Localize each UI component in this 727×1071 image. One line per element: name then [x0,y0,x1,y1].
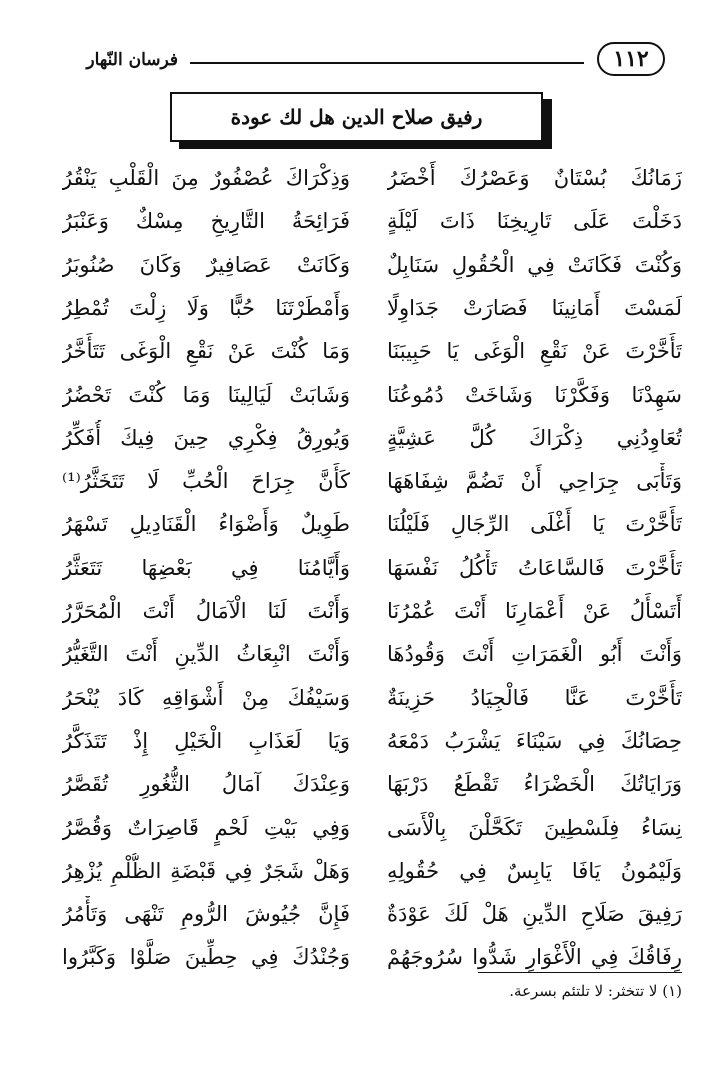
verse-second-hemistich: وَمَا كُنْتَ عَنْ نَقْعِ الْوَغَى تَتَأَخَّرُ [62,339,350,364]
verse-first-hemistich: تَأَخَّرْتَ عَنَّا فَالْجِيَادُ حَزِينَةٌ [387,685,682,710]
verse-first-hemistich: رِفَاقُكَ فِي الْأَغْوَارِ شَدُّوا سُرُوجَهُمْ [387,945,682,970]
verse-second-hemistich: وَعِنْدَكَ آمَالُ الثُّغُورِ تُقَصَّرُ [62,772,350,797]
verse-row [62,723,682,759]
verse-second-hemistich: وَشَابَتْ لَيَالِينَا وَمَا كُنْتَ تَحْضُرُ [62,382,350,407]
verse-row [62,463,682,499]
verse-second-hemistich: وَكَانَتْ عَصَافِيرٌ وَكَانَ صُنُوبَرُ [62,252,350,277]
verse-second-hemistich: وَيُورِقُ فِكْرِي حِينَ فِيكَ أُفَكِّرُ [62,425,350,450]
verse-first-hemistich: تُعَاوِدُنِي ذِكْرَاكَ كُلَّ عَشِيَّةٍ [387,425,682,450]
verse-first-hemistich: وَرَايَاتُكَ الْخَضْرَاءُ تَقْطَعُ دَرْبَهَا [387,772,682,797]
verse-row [62,853,682,889]
verse-row [62,203,682,239]
verse-row [62,247,682,283]
verse-row [62,333,682,369]
verse-first-hemistich: تَأَخَّرْتَ يَا أَغْلَى الرِّجَالِ فَلَيْلُنَا [387,512,682,537]
verse-first-hemistich: وَلَيْمُونُ يَافَا يَابِسٌ فِي حُقُولِهِ [387,858,682,883]
verse-row [62,636,682,672]
verse-second-hemistich: فَإِنَّ جُيُوشَ الرُّومِ تَنْهَى وَتَأْمُرُ [62,902,350,927]
verse-first-hemistich: حِصَانُكَ فِي سَيْنَاءَ يَشْرَبُ دَمْعَهُ [387,728,682,753]
verse-first-hemistich: أَتَسْأَلُ عَنْ أَعْمَارِنَا أَنْتَ عُمْرُنَا [387,599,682,623]
verse-second-hemistich: وَأَمْطَرْتَنَا حُبًّا وَلَا زِلْتَ تُمْطِرُ [62,295,350,320]
verse-second-hemistich: وَأَيَّامُنَا فِي بَعْضِهَا تَتَعَثَّرُ [62,555,350,580]
verse-first-hemistich: سَهِدْنَا وَفَكَّرْنَا وَشَاخَتْ دُمُوعُنَا [387,382,682,407]
verse-row [62,420,682,456]
running-title: فرسان النّهار [86,50,178,70]
verse-row [62,680,682,716]
verse-row [62,290,682,326]
verse-first-hemistich: دَخَلْتَ عَلَى تَارِيخِنَا ذَاتَ لَيْلَةٍ [387,209,682,234]
verse-second-hemistich: وَأَنْتَ لَنَا الْآمَالُ أَنْتَ الْمُحَرَّرُ [62,599,350,623]
verse-first-hemistich: وَتَأْبَى جِرَاحِي أَنْ تَضُمَّ شِفَاهَهَا [387,469,682,494]
verse-first-hemistich: وَكُنْتَ فَكَانَتْ فِي الْحُقُولِ سَنَابِلٌ [387,252,682,277]
poem-title: رفيق صلاح الدين هل لك عودة [170,92,543,142]
verse-second-hemistich: وَجُنْدُكَ فِي حِطِّينَ صَلَّوْا وَكَبَّرُوا [62,945,350,970]
header-rule [190,62,584,64]
verse-row [62,506,682,542]
verse-row [62,810,682,846]
verse-row [62,939,682,975]
page-number: ١١٢ [597,42,665,76]
verse-second-hemistich: وَهَلْ شَجَرٌ فِي قَبْضَةِ الظُّلْمِ يُزْهِرُ [62,858,350,883]
verse-first-hemistich: تَأَخَّرْتَ عَنْ نَقْعِ الْوَغَى يَا حَبِيبَنَا [387,339,682,364]
verse-second-hemistich: وَفِي بَيْتِ لَحْمٍ قَاصِرَاتٌ وَقُصَّرُ [62,815,350,840]
verse-row [62,160,682,196]
footnote: (١) لا تتخثر: لا تلتئم بسرعة. [509,982,682,1000]
verse-second-hemistich: فَرَائِحَةُ التَّارِيخِ مِسْكٌ وَعَنْبَرُ [62,209,350,234]
verse-row [62,550,682,586]
verse-first-hemistich: زَمَانُكَ بُسْتَانٌ وَعَصْرُكَ أَخْضَرُ [387,166,682,190]
verse-first-hemistich: لَمَسْتَ أَمَانِينَا فَصَارَتْ جَدَاوِلًا [387,295,682,320]
verse-second-hemistich: وَيَا لَعَذَابِ الْخَيْلِ إِذْ تَتَذَكَّرُ [62,728,350,753]
verse-second-hemistich: كَأَنَّ جِرَاحَ الْحُبِّ لَا تَتَخَثَّرُ⁽¹⁾ [62,469,350,494]
footnote-rule [478,972,682,973]
verse-second-hemistich: وَأَنْتَ انْبِعَاثُ الدِّينِ أَنْتَ التَّغَيُّرُ [62,642,350,667]
verse-row [62,593,682,629]
verse-row [62,896,682,932]
verse-second-hemistich: وَسَيْفُكَ مِنْ أَشْوَاقِهِ كَادَ يُنْحَرُ [62,685,350,710]
poem-body [62,160,682,970]
verse-row [62,766,682,802]
verse-second-hemistich: وَذِكْرَاكَ عُصْفُورٌ مِنَ الْقَلْبِ يَنْقُرُ [62,166,350,190]
verse-row [62,377,682,413]
verse-first-hemistich: رَفِيقَ صَلَاحِ الدِّينِ هَلْ لَكَ عَوْدَةٌ [387,902,682,927]
verse-first-hemistich: وَأَنْتَ أَبُو الْغَمَرَاتِ أَنْتَ وَقُودُهَا [387,642,682,667]
verse-first-hemistich: نِسَاءُ فِلَسْطِينَ تَكَحَّلْنَ بِالْأَسَى [387,815,682,840]
verse-second-hemistich: طَوِيلٌ وَأَضْوَاءُ الْقَنَادِيلِ تَسْهَرُ [62,512,350,537]
verse-first-hemistich: تَأَخَّرْتَ فَالسَّاعَاتُ تَأْكُلُ نَفْسَهَا [387,555,682,580]
